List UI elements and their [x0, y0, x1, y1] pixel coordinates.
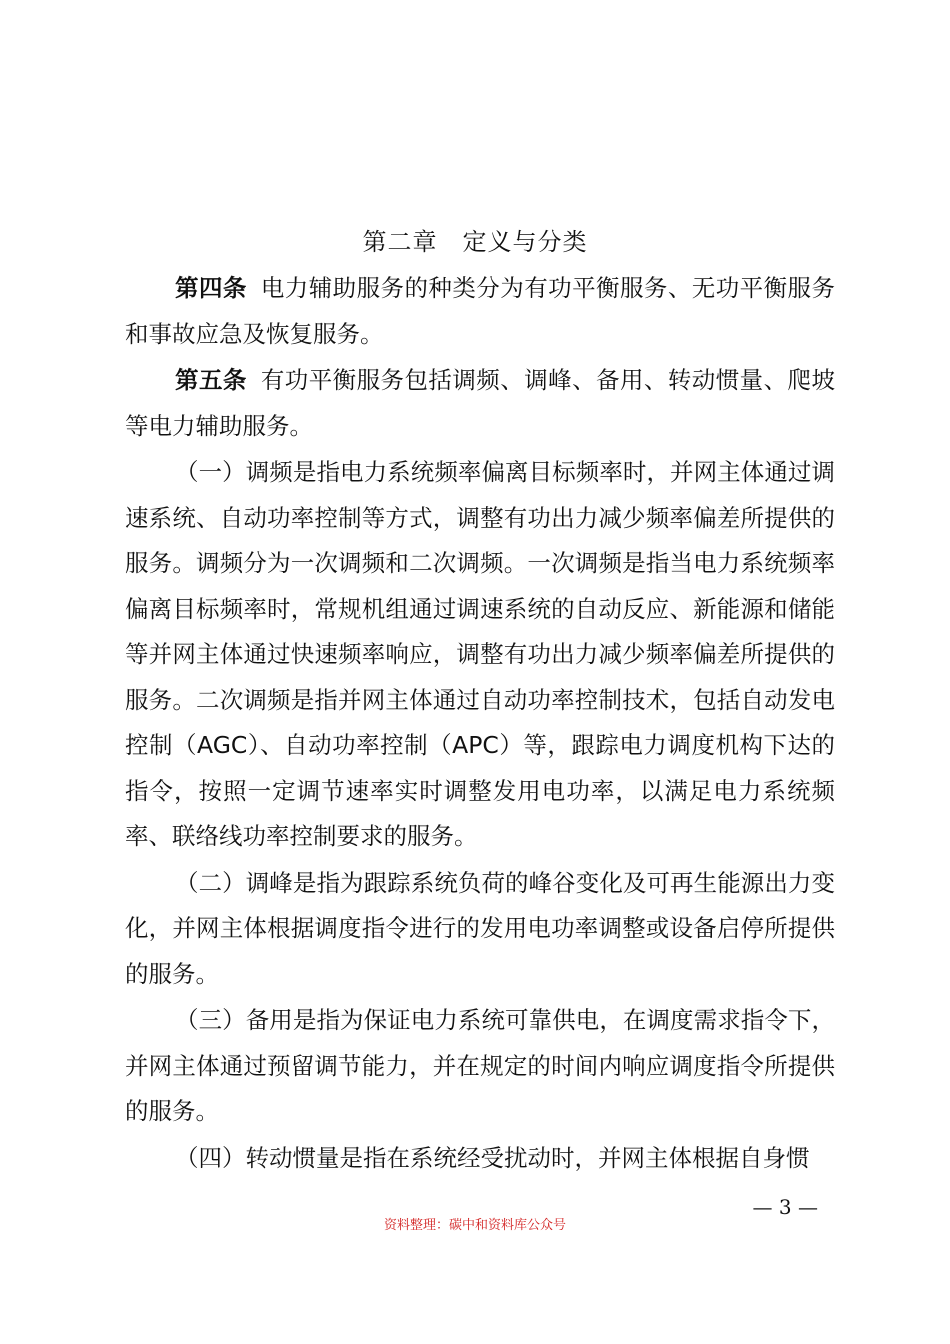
article-five: [125, 358, 835, 449]
article-four-label: 第四条: [175, 274, 247, 302]
watermark-source: 资料整理：碳中和资料库公众号: [383, 1218, 566, 1233]
item-frequency-regulation: （一）调频是指电力系统频率偏离目标频率时，并网主体通过调速系统、自动功率控制等方式，调整有功出力减少频率偏差所提供的服务。调频分为一次调频和二次调频。一次调频是指当电力系统频率偏离目标频率时，常规机组通过调速系统的自动反应、新能源和储能等并网主体通过快速频率响应，调整有功出力减少频率偏差所提供的服务。二次调频是指并网主体通过自动功率控制技术，包括自动发电控制（AGC）、自动功率控制（APC）等，跟踪电力调度机构下达的指令，按照一定调节速率实时调整发用电功率，以满足电力系统频率、联络线功率控制要求的服务。: [125, 458, 835, 850]
chapter-title: 第二章 定义与分类: [362, 228, 588, 256]
document-body: [125, 266, 835, 1181]
item-rotational-inertia: （四）转动惯量是指在系统经受扰动时，并网主体根据自身惯: [175, 1143, 810, 1172]
article-four: [125, 266, 835, 357]
item-peak-regulation: （二）调峰是指为跟踪系统负荷的峰谷变化及可再生能源出力变化，并网主体根据调度指令进行的发用电功率调整或设备启停所提供的服务。: [125, 868, 835, 988]
item-reserve: （三）备用是指为保证电力系统可靠供电，在调度需求指令下，并网主体通过预留调节能力，并在规定的时间内响应调度指令所提供的服务。: [125, 1006, 835, 1125]
article-four-text: 电力辅助服务的种类分为有功平衡服务、无功平衡服务和事故应急及恢复服务。: [125, 274, 836, 348]
page-number: — 3 —: [752, 1195, 818, 1219]
article-five-label: 第五条: [175, 366, 247, 394]
article-five-text: 有功平衡服务包括调频、调峰、备用、转动惯量、爬坡等电力辅助服务。: [125, 366, 836, 440]
